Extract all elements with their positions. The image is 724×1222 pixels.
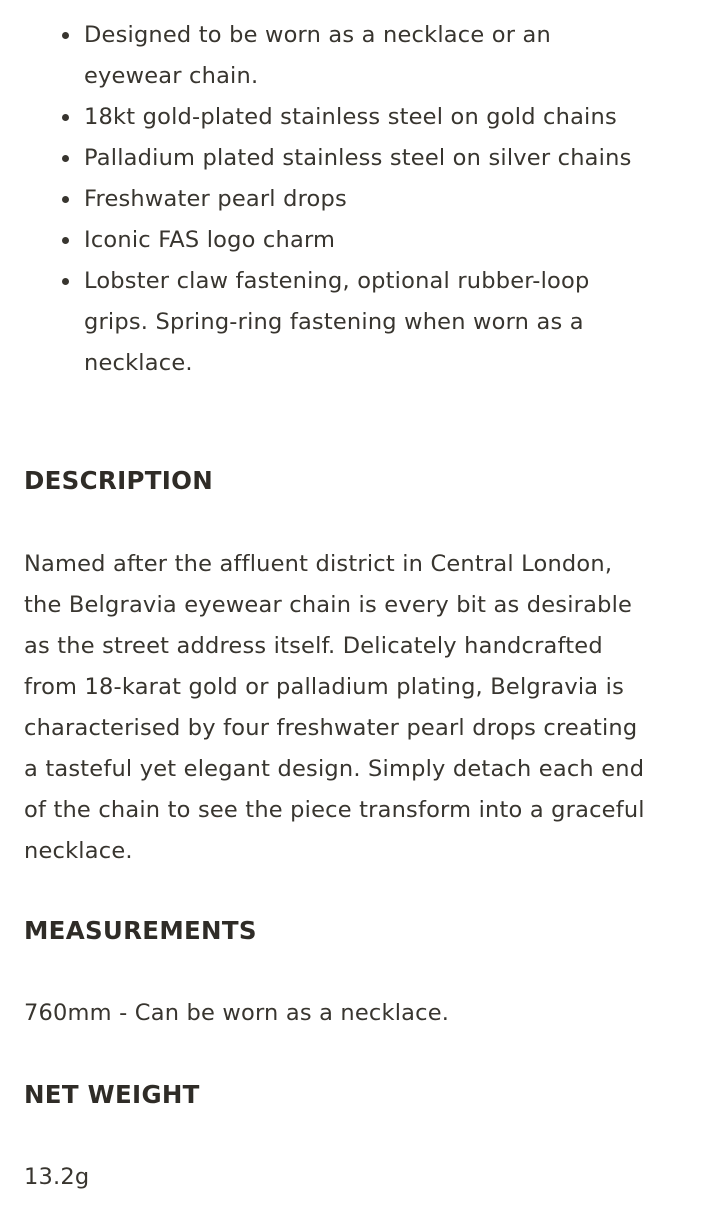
net-weight-text: 13.2g xyxy=(24,1164,90,1190)
measurements-heading: MEASUREMENTS xyxy=(24,916,257,945)
bullet-icon xyxy=(62,237,69,244)
feature-item xyxy=(60,220,654,261)
feature-text: Freshwater pearl drops xyxy=(84,186,347,212)
product-details xyxy=(24,0,654,1190)
bullet-icon xyxy=(62,32,69,39)
feature-text: 18kt gold-plated stainless steel on gold chains xyxy=(84,104,617,130)
description-heading: DESCRIPTION xyxy=(24,466,214,495)
feature-item xyxy=(60,97,654,138)
feature-item xyxy=(60,15,654,97)
feature-text: Lobster claw fastening, optional rubber-loop grips. Spring-ring fastening when worn as a necklace. xyxy=(84,268,590,376)
feature-text: Palladium plated stainless steel on silver chains xyxy=(84,145,632,171)
feature-text: Iconic FAS logo charm xyxy=(84,227,336,253)
feature-list xyxy=(0,0,630,384)
bullet-icon xyxy=(62,155,69,162)
feature-item xyxy=(60,179,654,220)
bullet-icon xyxy=(62,196,69,203)
net-weight-heading: NET WEIGHT xyxy=(24,1080,200,1109)
bullet-icon xyxy=(62,278,69,285)
description-text: Named after the affluent district in Central London, the Belgravia eyewear chain is every bit as desirable as the street address itself. Delicately handcrafted from 18-karat gold or palladium plating, Belgravia is characterised by four freshwater pearl drops creating a tasteful yet elegant design. Simply detach each end of the chain to see the piece transform into a graceful necklace. xyxy=(24,551,645,864)
measurements-text: 760mm - Can be worn as a necklace. xyxy=(24,1000,450,1026)
feature-text: Designed to be worn as a necklace or an eyewear chain. xyxy=(84,22,551,89)
feature-item xyxy=(60,261,654,384)
bullet-icon xyxy=(62,114,69,121)
feature-item xyxy=(60,138,654,179)
